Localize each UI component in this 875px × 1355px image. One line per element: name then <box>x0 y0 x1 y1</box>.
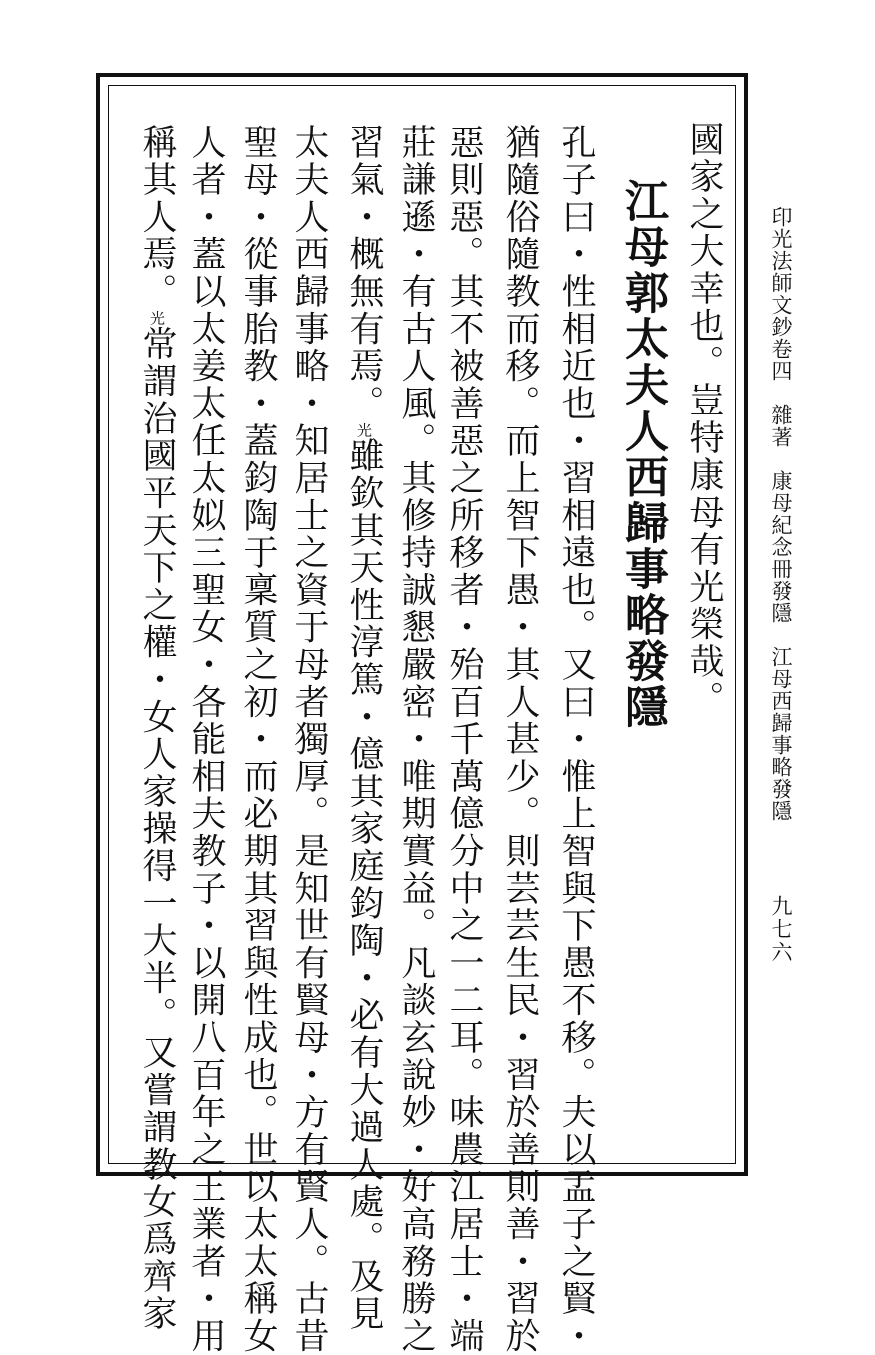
body-column: 聖母・從事胎教・蓋鈞陶于稟質之初・而必期其習與性成也。世以太太稱女 <box>238 124 278 1355</box>
running-header <box>770 206 791 822</box>
carryover-line: 國家之大幸也。豈特康母有光榮哉。 <box>684 121 724 718</box>
article-title: 江母郭太夫人西歸事略發隱 <box>617 178 668 730</box>
header-section: 雜著 <box>769 404 793 448</box>
body-column-text: 雖欽其天性淳篤・億其家庭鈞陶・必有大過人處。及見 <box>344 437 384 1333</box>
body-column: 太夫人西歸事略・知居士之資于母者獨厚。是知世有賢母・方有賢人。古昔 <box>289 124 329 1355</box>
header-article: 江母西歸事略發隱 <box>769 646 793 822</box>
body-column-text: 習氣・概無有焉。 <box>344 124 384 423</box>
small-annotation: 光 <box>355 422 373 438</box>
body-column-text: 稱其人焉。 <box>137 124 177 311</box>
body-column: 莊謙遜・有古人風。其修持誠懇嚴密・唯期實益。凡談玄說妙・好高務勝之 <box>396 124 436 1355</box>
body-column: 孔子曰・性相近也・習相遠也。又曰・惟上智與下愚不移。夫以孟子之賢・ <box>556 124 596 1355</box>
body-column: 人者・蓋以太姜太任太姒三聖女・各能相夫教子・以開八百年之王業者・用 <box>186 124 226 1355</box>
body-column: 惡則惡。其不被善惡之所移者・殆百千萬億分中之一二耳。味農江居士・端 <box>444 124 484 1355</box>
body-column: 猶隨俗隨教而移。而上智下愚・其人甚少。則芸芸生民・習於善則善・習於 <box>500 124 540 1355</box>
body-column <box>344 124 384 1333</box>
header-chapter: 康母紀念冊發隱 <box>769 470 793 624</box>
body-column-text: 常謂治國平天下之權・女人家操得一大半。又嘗謂教女爲齊家 <box>137 325 177 1333</box>
small-annotation: 光 <box>148 310 166 326</box>
body-column <box>137 124 177 1333</box>
page-number: 九七六 <box>769 895 793 964</box>
header-book: 印光法師文鈔卷四 <box>769 206 793 382</box>
